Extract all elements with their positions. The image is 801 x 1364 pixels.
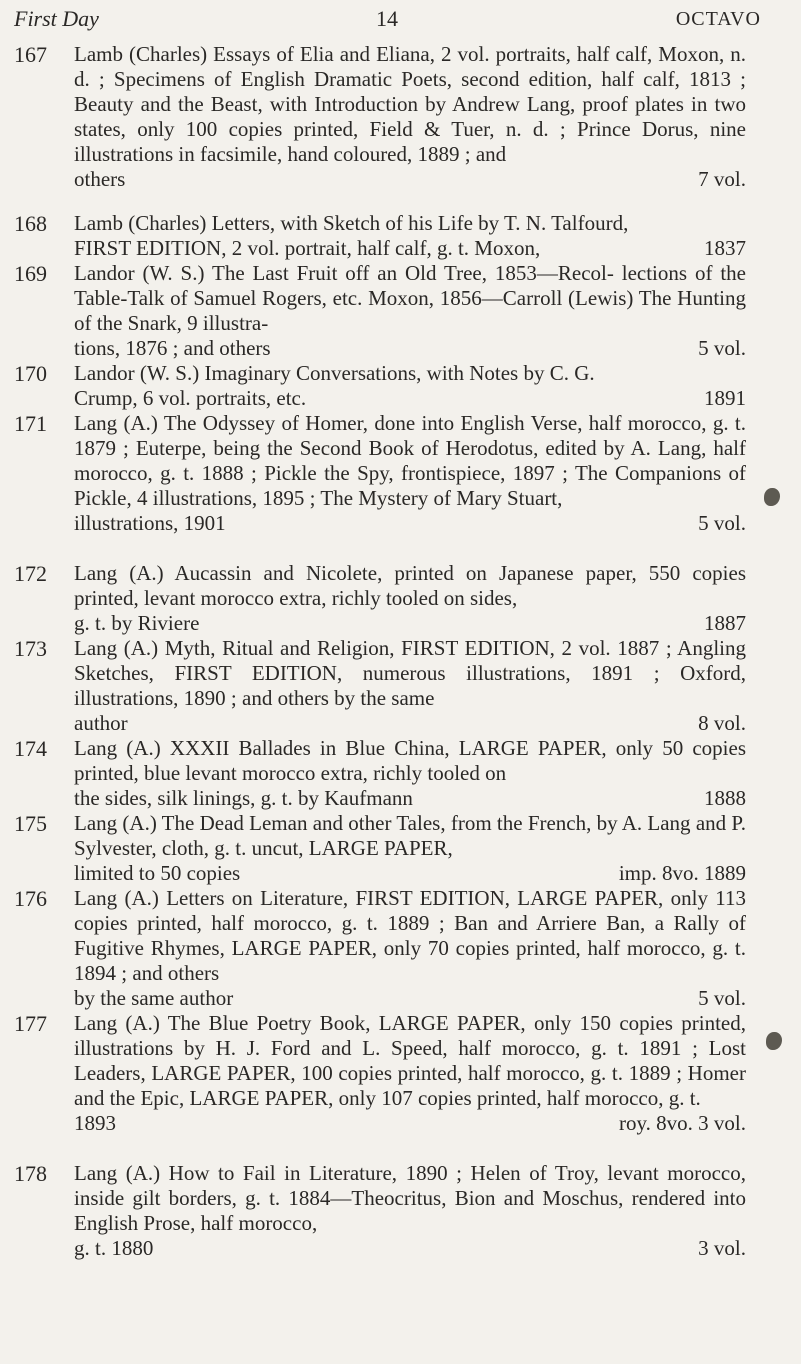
lot-description: Lang (A.) The Blue Poetry Book, LARGE PAPER, only 150 copies printed, illustrations by H. J. Ford and L. Speed, half morocco, g. t. 1891 ; Lost Leaders, LARGE PAPER, 100 copies printed, half morocco, g. t. 1889 ; Homer and the Epic, LARGE PAPER, only 107 copies printed, half morocco, g. t. 1893 roy. 8vo. 3 vol. (74, 1011, 746, 1135)
lot-end-left: 1893 (74, 1111, 116, 1135)
lot-description: Landor (W. S.) The Last Fruit off an Old Tree, 1853—Recol- lections of the Table-Talk of Samuel Rogers, etc. Moxon, 1856—Carroll (Lewis) The Hunting of the Snark, 9 illustra- tions, 1876 ; and others 5 vol. (74, 261, 746, 360)
lot-end-left: illustrations, 1901 (74, 511, 226, 535)
lot-number: 167 (14, 42, 47, 67)
lot-number: 171 (14, 411, 47, 436)
lot-number: 173 (14, 636, 47, 661)
lot-end-left: author (74, 711, 128, 735)
lot-entry (0, 886, 801, 1011)
lot-end-right: 5 vol. (698, 336, 746, 360)
format-heading: OCTAVO (675, 8, 761, 30)
lot-description: Lang (A.) Myth, Ritual and Religion, FIRST EDITION, 2 vol. 1887 ; Angling Sketches, FIRST EDITION, numerous illustrations, 1891 ; Oxford, illustrations, 1890 ; and others by the same author 8 vol. (74, 636, 746, 735)
lot-end-right: 1837 (704, 236, 746, 260)
lot-end-left: the sides, silk linings, g. t. by Kaufmann (74, 786, 413, 810)
lot-end-left: g. t. by Riviere (74, 611, 200, 635)
lot-entry (0, 636, 801, 736)
lot-end-right: 5 vol. (698, 511, 746, 535)
lot-number: 177 (14, 1011, 47, 1036)
lot-description: Lang (A.) XXXII Ballades in Blue China, LARGE PAPER, only 50 copies printed, blue levant morocco extra, richly tooled on the sides, silk linings, g. t. by Kaufmann 1888 (74, 736, 746, 810)
lot-end-left: tions, 1876 ; and others (74, 336, 271, 360)
lot-number: 168 (14, 211, 47, 236)
lot-end-right: 7 vol. (698, 167, 746, 191)
lot-entry (0, 211, 801, 261)
lot-end-right: roy. 8vo. 3 vol. (619, 1111, 746, 1135)
lot-description: Lang (A.) The Odyssey of Homer, done into English Verse, half morocco, g. t. 1879 ; Euterpe, being the Second Book of Herodotus, edited by A. Lang, half morocco, g. t. 1888 ; Pickle the Spy, frontispiece, 1897 ; The Companions of Pickle, 4 illustrations, 1895 ; The Mystery of Mary Stuart, illustrations, 1901 5 vol. (74, 411, 746, 535)
lot-end-left: FIRST EDITION, 2 vol. portrait, half calf, g. t. Moxon, (74, 236, 541, 260)
lot-end-right: 1891 (704, 386, 746, 410)
lot-entry (0, 1011, 801, 1161)
lot-entry (0, 411, 801, 561)
lot-entry (0, 1161, 801, 1261)
lot-description: Lang (A.) Aucassin and Nicolete, printed on Japanese paper, 550 copies printed, levant morocco extra, richly tooled on sides, g. t. by Riviere 1887 (74, 561, 746, 635)
lot-end-right: 3 vol. (698, 1236, 746, 1260)
lot-end-right: 1887 (704, 611, 746, 635)
lot-number: 178 (14, 1161, 47, 1186)
lot-entry (0, 736, 801, 811)
lot-description: Lang (A.) The Dead Leman and other Tales, from the French, by A. Lang and P. Sylvester, cloth, g. t. uncut, LARGE PAPER, limited to 50 copies imp. 8vo. 1889 (74, 811, 746, 885)
lot-number: 175 (14, 811, 47, 836)
lot-end-left: g. t. 1880 (74, 1236, 154, 1260)
page-number: 14 (376, 6, 398, 31)
lot-description: Landor (W. S.) Imaginary Conversations, with Notes by C. G. Crump, 6 vol. portraits, etc. 1891 (74, 361, 746, 410)
lot-end-right: imp. 8vo. 1889 (618, 861, 746, 885)
lot-list (0, 42, 801, 1261)
lot-end-left: others (74, 167, 126, 191)
running-title: First Day (14, 6, 99, 31)
lot-entry (0, 361, 801, 411)
lot-end-right: 1888 (704, 786, 746, 810)
lot-number: 176 (14, 886, 47, 911)
lot-end-left: limited to 50 copies (74, 861, 241, 885)
lot-entry (0, 811, 801, 886)
lot-description: Lamb (Charles) Letters, with Sketch of his Life by T. N. Talfourd, FIRST EDITION, 2 vol. portrait, half calf, g. t. Moxon, 1837 (74, 211, 746, 260)
lot-entry (0, 561, 801, 636)
lot-end-right: 8 vol. (698, 711, 746, 735)
lot-entry (0, 42, 801, 211)
lot-entry (0, 261, 801, 361)
lot-end-right: 5 vol. (698, 986, 746, 1010)
page-header (0, 0, 801, 42)
lot-number: 172 (14, 561, 47, 586)
lot-description: Lang (A.) Letters on Literature, FIRST EDITION, LARGE PAPER, only 113 copies printed, half morocco, g. t. 1889 ; Ban and Arriere Ban, a Rally of Fugitive Rhymes, LARGE PAPER, only 70 copies printed, half morocco, g. t. 1894 ; and others by the same author 5 vol. (74, 886, 746, 1010)
lot-number: 174 (14, 736, 47, 761)
lot-number: 170 (14, 361, 47, 386)
lot-end-left: Crump, 6 vol. portraits, etc. (74, 386, 307, 410)
lot-end-left: by the same author (74, 986, 234, 1010)
lot-description: Lamb (Charles) Essays of Elia and Eliana, 2 vol. portraits, half calf, Moxon, n. d. ; Specimens of English Dramatic Poets, second edition, half calf, 1813 ; Beauty and the Beast, with Introduction by Andrew Lang, proof plates in two states, only 100 copies printed, Field & Tuer, n. d. ; Prince Dorus, nine illustrations in facsimile, hand coloured, 1889 ; and others 7 vol. (74, 42, 746, 191)
lot-description: Lang (A.) How to Fail in Literature, 1890 ; Helen of Troy, levant morocco, inside gilt borders, g. t. 1884—Theocritus, Bion and Moschus, rendered into English Prose, half morocco, g. t. 1880 3 vol. (74, 1161, 746, 1260)
lot-number: 169 (14, 261, 47, 286)
